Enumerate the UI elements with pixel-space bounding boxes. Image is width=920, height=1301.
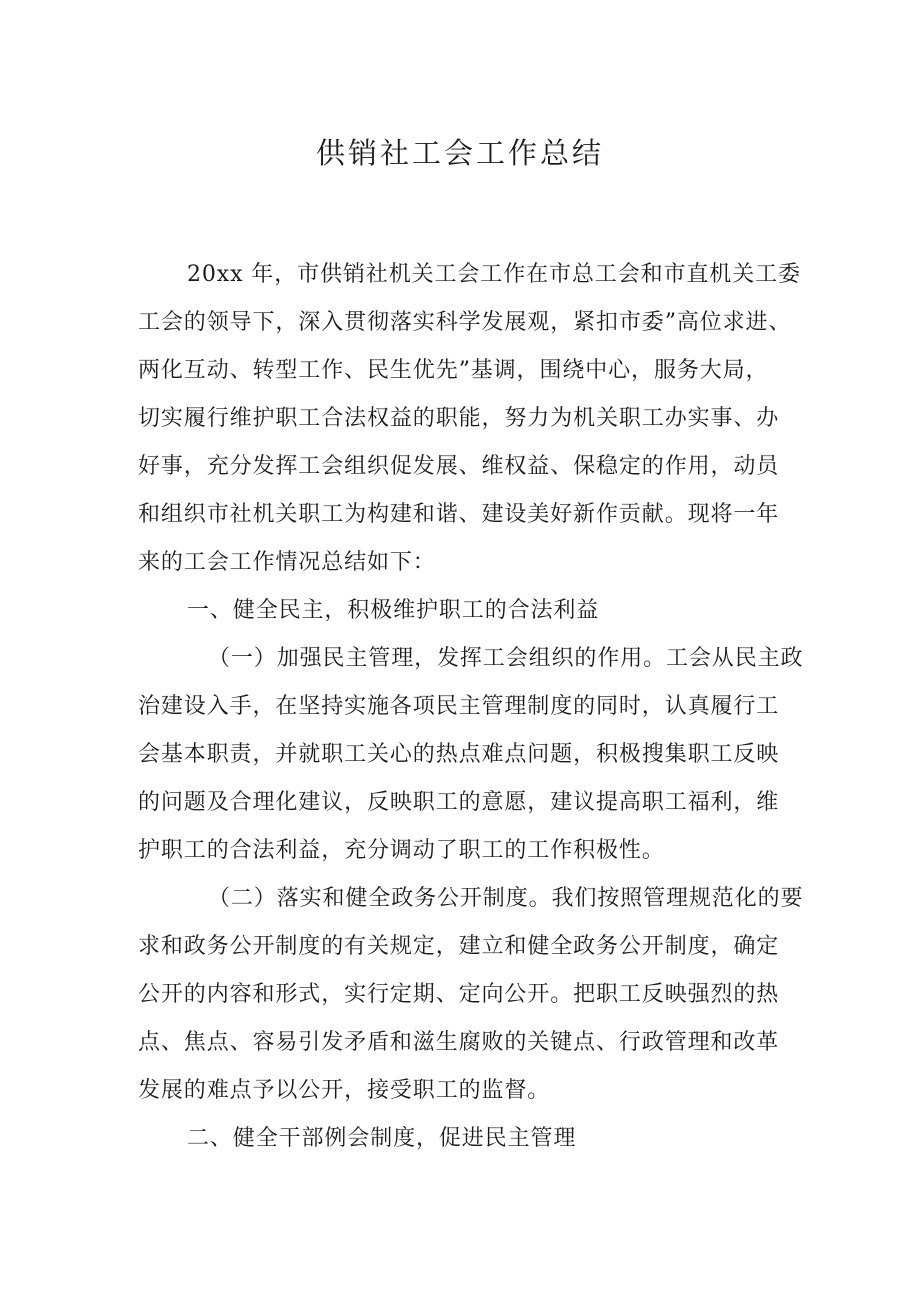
- subsection-two-line: 求和政务公开制度的有关规定，建立和健全政务公开制度，确定: [138, 934, 780, 959]
- document-body: [138, 251, 804, 1163]
- subsection-two-line: 公开的内容和形式，实行定期、定向公开。把职工反映强烈的热: [138, 982, 780, 1007]
- section-heading-two: 二、健全干部例会制度，促进民主管理: [187, 1126, 577, 1151]
- subsection-two-line: （二）落实和健全政务公开制度。我们按照管理规范化的要: [208, 886, 804, 911]
- section-heading-one: 一、健全民主，积极维护职工的合法利益: [187, 598, 600, 623]
- subsection-one-line: （一）加强民主管理，发挥工会组织的作用。工会从民主政: [208, 646, 804, 671]
- document-title: 供销社工会工作总结: [315, 136, 604, 170]
- subsection-two-line: 发展的难点予以公开，接受职工的监督。: [138, 1078, 551, 1103]
- paragraph-intro-line: 工会的领导下，深入贯彻落实科学发展观，紧扣市委”高位求进、: [138, 310, 792, 335]
- paragraph-intro-line: 切实履行维护职工合法权益的职能，努力为机关职工办实事、办: [138, 406, 780, 431]
- paragraph-intro-line: 和组织市社机关职工为构建和谐、建设美好新作贡献。现将一年: [138, 502, 780, 527]
- subsection-two-line: 点、焦点、容易引发矛盾和滋生腐败的关键点、行政管理和改革: [138, 1030, 780, 1055]
- subsection-one-line: 治建设入手，在坚持实施各项民主管理制度的同时，认真履行工: [138, 694, 780, 719]
- subsection-one-line: 护职工的合法利益，充分调动了职工的工作积极性。: [138, 838, 665, 863]
- subsection-one-line: 会基本职责，并就职工关心的热点难点问题，积极搜集职工反映: [138, 742, 780, 767]
- subsection-one-line: 的问题及合理化建议，反映职工的意愿，建议提高职工福利，维: [138, 790, 780, 815]
- paragraph-intro-line: 来的工会工作情况总结如下：: [138, 550, 436, 575]
- paragraph-intro-line: 20xx 年，市供销社机关工会工作在市总工会和市直机关工委: [187, 262, 801, 287]
- paragraph-intro-line: 两化互动、转型工作、民生优先”基调，围绕中心，服务大局，: [138, 358, 769, 383]
- paragraph-intro-line: 好事，充分发挥工会组织促发展、维权益、保稳定的作用，动员: [138, 454, 780, 479]
